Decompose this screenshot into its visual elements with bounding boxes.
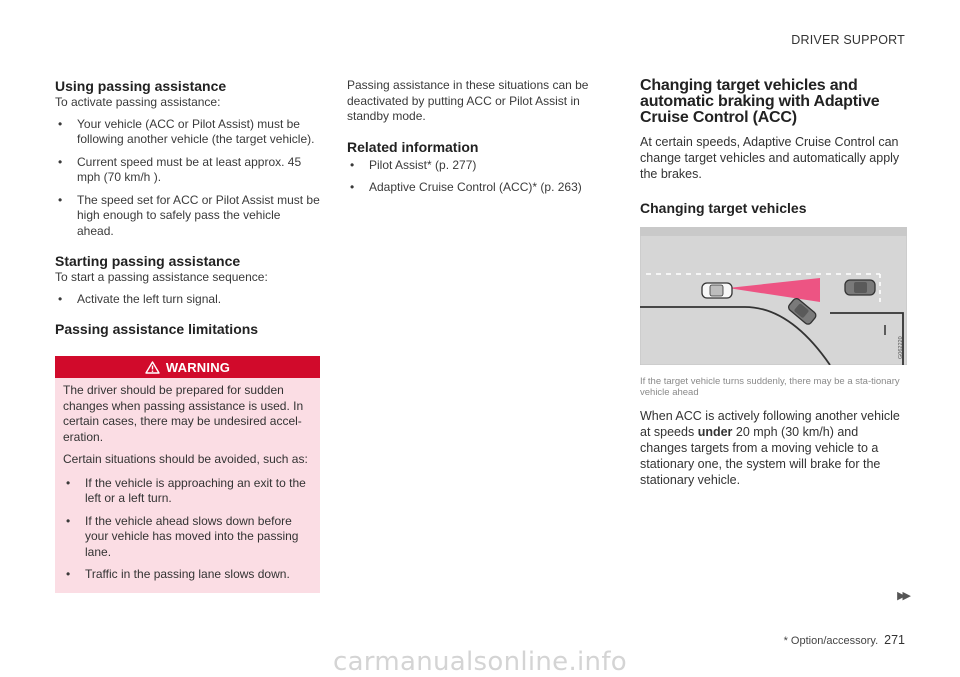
list-item: • Your vehicle (ACC or Pilot Assist) must be following another vehicle (the target vehicle). (55, 117, 320, 148)
related-link-pilot-assist[interactable]: • Pilot Assist* (p. 277) (347, 158, 612, 174)
body-text: 20 mph (30 km/h) and changes targets from a moving vehicle to a stationary one, the system will brake for the stationary vehicle. (640, 425, 881, 487)
own-vehicle (702, 283, 732, 298)
page-footer (784, 633, 905, 647)
heading-changing-target-vehicles: Changing target vehicles (640, 200, 807, 216)
list-item: • Activate the left turn signal. (55, 292, 320, 308)
activation-requirements-list (55, 117, 320, 240)
column-1 (55, 78, 320, 593)
intro-activate: To activate passing assistance: (55, 95, 221, 109)
diagram-caption: If the target vehicle turns suddenly, there may be a sta-tionary vehicle ahead (640, 376, 900, 398)
warning-paragraph: Certain situations should be avoided, such as: (63, 452, 308, 466)
double-chevron-right-icon: ▶▶ (897, 590, 908, 602)
warning-triangle-icon (145, 361, 160, 374)
heading-related-information: Related information (347, 138, 479, 155)
list-item: • Traffic in the passing lane slows down. (63, 567, 312, 583)
body-text: When ACC is actively following another vehicle at speeds (640, 409, 900, 439)
start-steps-list (55, 292, 320, 308)
heading-using-passing-assistance: Using passing assistance (55, 78, 227, 94)
section-intro: At certain speeds, Adaptive Cruise Control can change target vehicles and automatically apply the brakes. (640, 135, 900, 181)
footer-note: * Option/accessory. (783, 635, 879, 647)
warning-body (55, 378, 320, 593)
related-links-list (347, 158, 612, 196)
warning-box (55, 356, 320, 593)
page-number: 271 (884, 633, 905, 647)
section-title: Changing target vehicles and automatic braking with Adaptive Cruise Control (ACC) (640, 77, 880, 126)
heading-starting-passing-assistance: Starting passing assistance (55, 253, 241, 269)
list-item: • If the vehicle ahead slows down before your vehicle has moved into the passing lane. (63, 514, 312, 561)
column-3 (640, 78, 907, 488)
heading-passing-assistance-limitations: Passing assistance limitations (55, 321, 259, 337)
section-header: DRIVER SUPPORT (791, 33, 905, 47)
list-item: • The speed set for ACC or Pilot Assist must be high enough to safely pass the vehicle ahead. (55, 193, 320, 240)
warning-header (55, 356, 320, 378)
deactivation-paragraph: Passing assistance in these situations can be deactivated by putting ACC or Pilot Assist in standby mode. (347, 78, 589, 123)
warning-list (63, 476, 312, 583)
warning-paragraph: The driver should be prepared for sudden changes when passing assistance is used. In certain cases, there may be undesired accel-eration. (63, 383, 304, 444)
warning-title: WARNING (165, 359, 231, 375)
stationary-vehicle (845, 280, 875, 295)
body-paragraph (640, 408, 907, 488)
related-link-acc[interactable]: • Adaptive Cruise Control (ACC)* (p. 263) (347, 180, 612, 196)
intro-start: To start a passing assistance sequence: (55, 270, 268, 284)
list-item: • If the vehicle is approaching an exit to the left or a left turn. (63, 476, 312, 507)
target-change-diagram (640, 227, 907, 365)
diagram-code: G062220 (898, 336, 904, 359)
column-2 (347, 78, 612, 203)
list-item: • Current speed must be at least approx. 45 mph (70 km/h ). (55, 155, 320, 186)
watermark: carmanualsonline.info (332, 647, 627, 677)
body-emphasis: under (697, 425, 733, 439)
